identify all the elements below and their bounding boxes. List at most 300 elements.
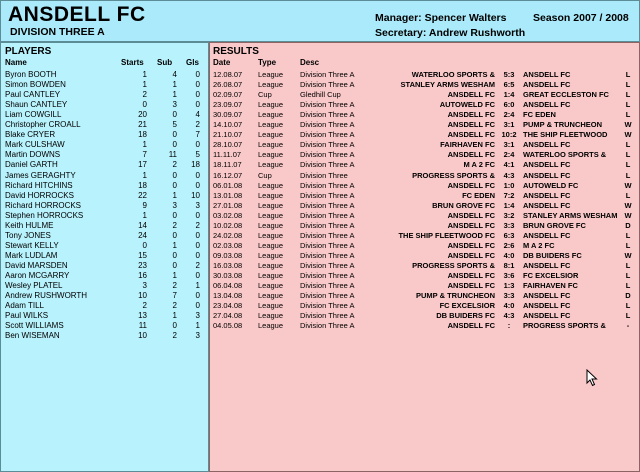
result-row (210, 261, 639, 271)
result-row (210, 160, 639, 170)
division-label: DIVISION THREE A (10, 26, 105, 38)
player-name: Stewart KELLY (5, 240, 59, 250)
player-starts: 18 (138, 130, 147, 140)
player-name: Paul CANTLEY (5, 90, 61, 100)
player-starts: 0 (142, 100, 147, 110)
result-type: League (258, 311, 284, 321)
result-home-team: PROGRESS SPORTS & (412, 170, 495, 180)
result-type: League (258, 220, 284, 230)
result-desc: Division Three A (300, 210, 355, 220)
player-name: Daniel GARTH (5, 160, 58, 170)
result-desc: Division Three A (300, 281, 355, 291)
col-header-name: Name (5, 58, 27, 67)
result-date: 23.04.08 (213, 301, 243, 311)
col-header-type: Type (258, 58, 277, 67)
result-outcome: L (625, 240, 631, 250)
result-score: 7:2 (503, 190, 515, 200)
player-name: David HORROCKS (5, 190, 74, 200)
result-home-team: AUTOWELD FC (439, 100, 495, 110)
result-desc: Division Three A (300, 190, 355, 200)
player-subs: 0 (172, 110, 177, 120)
result-outcome: L (625, 230, 631, 240)
player-row (1, 291, 208, 301)
result-date: 14.10.07 (213, 120, 243, 130)
result-away-team: WATERLOO SPORTS & (523, 150, 607, 160)
player-subs: 1 (172, 311, 177, 321)
result-score: 10:2 (501, 130, 517, 140)
player-name: Mark LUDLAM (5, 250, 58, 260)
player-name: Stephen HORROCKS (5, 210, 84, 220)
result-away-team: ANSDELL FC (523, 80, 571, 90)
result-type: League (258, 80, 284, 90)
player-subs: 2 (172, 220, 177, 230)
result-away-team: ANSDELL FC (523, 190, 571, 200)
result-score: 3:1 (503, 120, 515, 130)
player-goals: 0 (195, 90, 200, 100)
result-type: Cup (258, 170, 272, 180)
result-home-team: BRUN GROVE FC (432, 200, 495, 210)
player-starts: 20 (138, 110, 147, 120)
result-date: 13.01.08 (213, 190, 243, 200)
result-type: League (258, 250, 284, 260)
player-name: Richard HITCHINS (5, 180, 73, 190)
result-type: League (258, 281, 284, 291)
player-name: James GERAGHTY (5, 170, 76, 180)
result-desc: Division Three A (300, 321, 355, 331)
player-subs: 0 (172, 250, 177, 260)
result-type: League (258, 130, 284, 140)
result-outcome: L (625, 271, 631, 280)
result-outcome: D (625, 220, 631, 230)
result-home-team: FC EDEN (462, 190, 495, 200)
player-name: Keith HULME (5, 220, 54, 230)
player-row (1, 241, 208, 251)
player-goals: 0 (195, 291, 200, 301)
player-row (1, 221, 208, 231)
player-goals: 0 (195, 180, 200, 190)
result-type: League (258, 271, 284, 280)
result-date: 27.04.08 (213, 311, 243, 321)
result-type: League (258, 120, 284, 130)
result-desc: Division Three A (300, 80, 355, 90)
result-away-team: FAIRHAVEN FC (523, 281, 578, 291)
result-row (210, 70, 639, 80)
result-score: 4:0 (503, 250, 515, 260)
result-row (210, 140, 639, 150)
result-score: 4:0 (503, 301, 515, 311)
player-starts: 11 (138, 321, 147, 331)
player-row (1, 181, 208, 191)
player-name: Tony JONES (5, 230, 51, 240)
result-outcome: L (625, 260, 631, 270)
result-date: 02.03.08 (213, 240, 243, 250)
result-outcome: L (625, 80, 631, 90)
result-away-team: STANLEY ARMS WESHAM (523, 210, 618, 220)
player-goals: 0 (195, 70, 200, 79)
result-score: 6:5 (503, 80, 515, 90)
player-name: Scott WILLIAMS (5, 321, 64, 331)
result-away-team: ANSDELL FC (523, 291, 571, 301)
player-goals: 18 (191, 160, 200, 170)
player-row (1, 171, 208, 181)
result-away-team: FC EDEN (523, 110, 556, 120)
result-outcome: W (624, 250, 632, 260)
player-goals: 0 (195, 301, 200, 311)
player-subs: 1 (172, 240, 177, 250)
player-row (1, 301, 208, 311)
player-goals: 4 (195, 110, 200, 120)
player-row (1, 140, 208, 150)
player-goals: 0 (195, 271, 200, 280)
result-row (210, 291, 639, 301)
col-header-gls: Gls (186, 58, 199, 67)
result-outcome: L (625, 70, 631, 79)
player-subs: 1 (172, 271, 177, 280)
result-date: 02.09.07 (213, 90, 243, 100)
result-date: 30.03.08 (213, 271, 243, 280)
player-row (1, 120, 208, 130)
result-score: 6:3 (503, 230, 515, 240)
result-desc: Division Three A (300, 150, 355, 160)
player-goals: 0 (195, 140, 200, 150)
player-subs: 2 (172, 301, 177, 311)
player-name: Simon BOWDEN (5, 80, 66, 90)
player-starts: 7 (142, 150, 147, 160)
result-row (210, 221, 639, 231)
result-desc: Division Three A (300, 311, 355, 321)
player-name: Adam TILL (5, 301, 44, 311)
player-subs: 11 (168, 150, 177, 160)
result-home-team: PROGRESS SPORTS & (412, 260, 495, 270)
col-header-desc: Desc (300, 58, 320, 67)
player-row (1, 281, 208, 291)
player-starts: 23 (138, 260, 147, 270)
player-starts: 1 (142, 80, 147, 90)
result-score: : (507, 321, 511, 331)
result-row (210, 150, 639, 160)
player-name: Ben WISEMAN (5, 331, 60, 341)
player-starts: 10 (138, 331, 147, 341)
result-score: 3:2 (503, 210, 515, 220)
player-starts: 1 (142, 70, 147, 79)
result-outcome: L (625, 301, 631, 311)
result-outcome: W (624, 180, 632, 190)
player-subs: 0 (172, 170, 177, 180)
club-name: ANSDELL FC (8, 3, 146, 26)
player-starts: 9 (142, 200, 147, 210)
player-starts: 1 (142, 210, 147, 220)
result-home-team: ANSDELL FC (447, 130, 495, 140)
result-score: 4:3 (503, 311, 515, 321)
result-outcome: L (625, 311, 631, 321)
result-home-team: ANSDELL FC (447, 110, 495, 120)
player-subs: 0 (172, 210, 177, 220)
player-starts: 18 (138, 180, 147, 190)
player-row (1, 90, 208, 100)
result-home-team: ANSDELL FC (447, 150, 495, 160)
result-date: 10.02.08 (213, 220, 243, 230)
player-subs: 1 (172, 90, 177, 100)
result-outcome: L (625, 190, 631, 200)
player-row (1, 130, 208, 140)
result-outcome: D (625, 291, 631, 301)
player-row (1, 201, 208, 211)
player-name: Blake CRYER (5, 130, 56, 140)
result-type: Cup (258, 90, 272, 100)
col-header-date: Date (213, 58, 231, 67)
player-starts: 2 (142, 301, 147, 311)
result-away-team: M A 2 FC (523, 240, 555, 250)
player-name: Byron BOOTH (5, 70, 57, 79)
result-desc: Division Three A (300, 70, 355, 79)
result-desc: Division Three A (300, 160, 355, 170)
result-date: 06.04.08 (213, 281, 243, 291)
result-outcome: L (625, 140, 631, 150)
result-away-team: PROGRESS SPORTS & (523, 321, 606, 331)
player-starts: 1 (142, 140, 147, 150)
result-date: 18.11.07 (213, 160, 242, 170)
player-name: Wesley PLATEL (5, 281, 63, 291)
result-outcome: L (625, 90, 631, 100)
result-desc: Division Three A (300, 180, 355, 190)
result-row (210, 191, 639, 201)
result-date: 16.12.07 (213, 170, 243, 180)
result-away-team: AUTOWELD FC (523, 180, 579, 190)
result-date: 16.03.08 (213, 260, 243, 270)
player-goals: 2 (195, 120, 200, 130)
result-outcome: L (625, 110, 631, 120)
player-subs: 0 (172, 140, 177, 150)
result-desc: Division Three A (300, 100, 355, 110)
result-score: 1:3 (503, 281, 515, 291)
result-date: 28.10.07 (213, 140, 243, 150)
player-subs: 0 (172, 260, 177, 270)
player-subs: 0 (172, 180, 177, 190)
player-name: Mark CULSHAW (5, 140, 65, 150)
result-home-team: DB BUIDERS FC (436, 311, 495, 321)
result-date: 26.08.07 (213, 80, 243, 90)
player-subs: 2 (172, 331, 177, 341)
manager-label: Manager: Spencer Walters (375, 12, 507, 24)
result-row (210, 80, 639, 90)
player-starts: 14 (138, 220, 147, 230)
result-row (210, 241, 639, 251)
player-name: Aaron MCGARRY (5, 271, 70, 280)
player-row (1, 271, 208, 281)
result-row (210, 181, 639, 191)
result-home-team: ANSDELL FC (447, 240, 495, 250)
result-type: League (258, 200, 284, 210)
player-subs: 1 (172, 80, 177, 90)
result-home-team: STANLEY ARMS WESHAM (400, 80, 495, 90)
player-goals: 0 (195, 100, 200, 110)
player-starts: 1 (142, 170, 147, 180)
player-starts: 0 (142, 240, 147, 250)
result-score: 3:3 (503, 220, 515, 230)
result-score: 1:0 (503, 180, 515, 190)
player-name: Andrew RUSHWORTH (5, 291, 88, 301)
result-row (210, 211, 639, 221)
result-score: 3:6 (503, 271, 515, 280)
player-goals: 3 (195, 331, 200, 341)
result-desc: Division Three A (300, 110, 355, 120)
col-header-starts: Starts (121, 58, 144, 67)
result-date: 04.05.08 (213, 321, 243, 331)
result-date: 21.10.07 (213, 130, 243, 140)
result-row (210, 120, 639, 130)
result-outcome: L (625, 170, 631, 180)
result-date: 12.08.07 (213, 70, 243, 79)
result-away-team: DB BUIDERS FC (523, 250, 582, 260)
players-title: PLAYERS (5, 46, 52, 57)
result-type: League (258, 180, 284, 190)
result-date: 03.02.08 (213, 210, 243, 220)
result-row (210, 130, 639, 140)
result-score: 2:6 (503, 240, 515, 250)
player-row (1, 191, 208, 201)
result-away-team: GREAT ECCLESTON FC (523, 90, 609, 100)
result-date: 06.01.08 (213, 180, 243, 190)
result-desc: Division Three A (300, 260, 355, 270)
result-type: League (258, 260, 284, 270)
result-type: League (258, 240, 284, 250)
player-starts: 2 (142, 90, 147, 100)
player-starts: 16 (138, 271, 147, 280)
result-away-team: ANSDELL FC (523, 70, 571, 79)
player-goals: 0 (195, 240, 200, 250)
player-name: Richard HORROCKS (5, 200, 82, 210)
result-outcome: L (625, 100, 631, 110)
result-score: 2:4 (503, 110, 515, 120)
result-home-team: ANSDELL FC (447, 281, 495, 291)
player-row (1, 211, 208, 221)
player-row (1, 231, 208, 241)
result-row (210, 311, 639, 321)
player-starts: 15 (138, 250, 147, 260)
result-row (210, 90, 639, 100)
result-score: 3:3 (503, 291, 515, 301)
result-date: 30.09.07 (213, 110, 243, 120)
player-subs: 1 (172, 190, 177, 200)
result-date: 09.03.08 (213, 250, 243, 260)
result-score: 8:1 (503, 260, 515, 270)
result-away-team: BRUN GROVE FC (523, 220, 586, 230)
result-score: 5:3 (503, 70, 515, 79)
header-bar (0, 0, 640, 42)
result-row (210, 301, 639, 311)
result-outcome: W (624, 130, 632, 140)
player-goals: 1 (195, 281, 200, 291)
result-date: 23.09.07 (213, 100, 243, 110)
result-away-team: THE SHIP FLEETWOOD (523, 130, 608, 140)
result-home-team: ANSDELL FC (447, 120, 495, 130)
result-type: League (258, 150, 284, 160)
result-row (210, 100, 639, 110)
result-desc: Division Three A (300, 250, 355, 260)
result-type: League (258, 160, 284, 170)
result-desc: Gledhill Cup (300, 90, 341, 100)
result-home-team: ANSDELL FC (447, 271, 495, 280)
result-away-team: ANSDELL FC (523, 301, 571, 311)
result-home-team: M A 2 FC (463, 160, 495, 170)
result-away-team: ANSDELL FC (523, 170, 571, 180)
player-row (1, 100, 208, 110)
result-score: 4:3 (503, 170, 515, 180)
result-type: League (258, 321, 284, 331)
result-away-team: ANSDELL FC (523, 200, 571, 210)
result-outcome: L (625, 281, 631, 291)
result-type: League (258, 140, 284, 150)
player-goals: 0 (195, 170, 200, 180)
result-type: League (258, 110, 284, 120)
result-type: League (258, 230, 284, 240)
result-desc: Division Three A (300, 240, 355, 250)
result-away-team: ANSDELL FC (523, 311, 571, 321)
result-desc: Division Three A (300, 130, 355, 140)
result-outcome: W (624, 120, 632, 130)
result-desc: Division Three A (300, 200, 355, 210)
result-date: 13.04.08 (213, 291, 243, 301)
results-panel (209, 42, 640, 472)
result-date: 27.01.08 (213, 200, 243, 210)
player-goals: 10 (191, 190, 200, 200)
player-subs: 2 (172, 281, 177, 291)
result-desc: Division Three A (300, 140, 355, 150)
player-name: Shaun CANTLEY (5, 100, 68, 110)
result-home-team: THE SHIP FLEETWOOD FC (398, 230, 495, 240)
result-date: 11.11.07 (213, 150, 242, 160)
player-row (1, 110, 208, 120)
player-name: Paul WILKS (5, 311, 49, 321)
player-name: Liam COWGILL (5, 110, 62, 120)
result-row (210, 231, 639, 241)
result-row (210, 110, 639, 120)
player-subs: 2 (172, 160, 177, 170)
result-home-team: ANSDELL FC (447, 210, 495, 220)
player-subs: 0 (172, 230, 177, 240)
result-desc: Division Three A (300, 230, 355, 240)
player-subs: 0 (172, 130, 177, 140)
player-goals: 0 (195, 230, 200, 240)
player-row (1, 321, 208, 331)
result-away-team: ANSDELL FC (523, 230, 571, 240)
result-type: League (258, 100, 284, 110)
result-home-team: ANSDELL FC (447, 90, 495, 100)
result-away-team: ANSDELL FC (523, 100, 571, 110)
result-type: League (258, 210, 284, 220)
result-outcome: L (625, 160, 631, 170)
player-name: Christopher CROALL (5, 120, 81, 130)
result-away-team: ANSDELL FC (523, 260, 571, 270)
result-type: League (258, 190, 284, 200)
player-starts: 13 (138, 311, 147, 321)
results-title: RESULTS (213, 46, 259, 57)
result-type: League (258, 70, 284, 79)
player-row (1, 80, 208, 90)
result-type: League (258, 301, 284, 311)
player-subs: 4 (172, 70, 177, 79)
player-row (1, 331, 208, 341)
player-starts: 3 (142, 281, 147, 291)
player-row (1, 311, 208, 321)
result-row (210, 321, 639, 331)
secretary-label: Secretary: Andrew Rushworth (375, 27, 526, 39)
result-away-team: ANSDELL FC (523, 160, 571, 170)
player-starts: 17 (138, 160, 147, 170)
player-goals: 0 (195, 210, 200, 220)
result-row (210, 281, 639, 291)
result-desc: Division Three A (300, 301, 355, 311)
